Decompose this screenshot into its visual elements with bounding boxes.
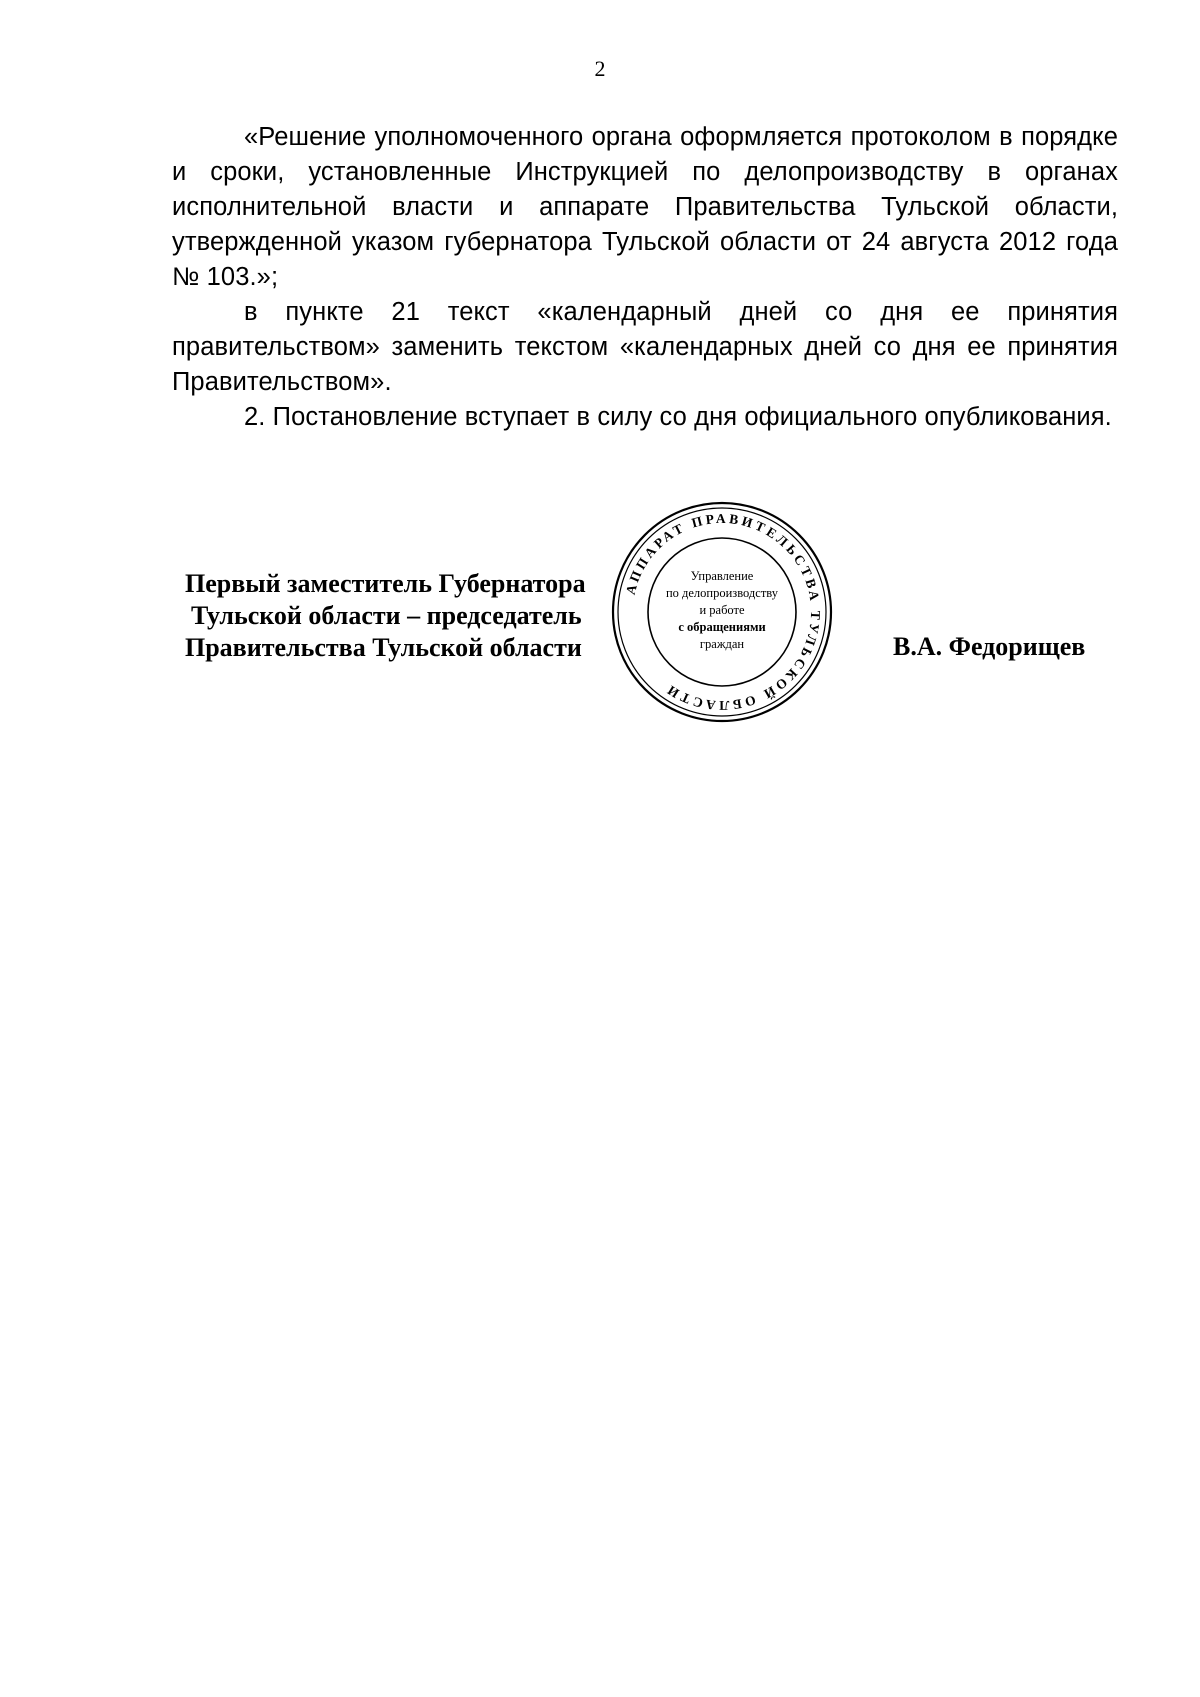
signatory-title-line: Правительства Тульской области	[185, 633, 582, 662]
seal-inner-line: и работе	[699, 603, 745, 617]
paragraph-decision-protocol: «Решение уполномоченного органа оформляется протоколом в порядке и сроки, установленные Инструкцией по делопроизводству в органах исполнительной власти и аппарате Правительства Тульской области, утвержденной указом губернатора Тульской области от 24 августа 2012 года № 103.»;	[172, 123, 1118, 291]
signatory-title-line: Первый заместитель Губернатора	[185, 569, 586, 598]
document-body	[172, 120, 1118, 435]
seal-inner-line: с обращениями	[678, 620, 766, 634]
seal-inner-line: по делопроизводству	[665, 586, 779, 600]
paragraph-point-21: в пункте 21 текст «календарный дней со дня ее принятия правительством» заменить текстом «календарных дней со дня ее принятия Правительством».	[172, 298, 1118, 396]
paragraph-entry-into-force: 2. Постановление вступает в силу со дня официального опубликования.	[244, 403, 1112, 431]
seal-outer-text: АППАРАТ ПРАВИТЕЛЬСТВА ТУЛЬСКОЙ ОБЛАСТИ	[622, 510, 824, 714]
page-number: 2	[594, 56, 606, 81]
signatory-title	[185, 568, 586, 664]
seal-inner-line: Управление	[690, 569, 754, 583]
signatory-name: В.А. Федорищев	[893, 632, 1086, 661]
seal-inner-line: граждан	[699, 637, 745, 651]
official-seal	[610, 500, 834, 724]
signatory-title-line: Тульской области – председатель	[191, 601, 582, 630]
